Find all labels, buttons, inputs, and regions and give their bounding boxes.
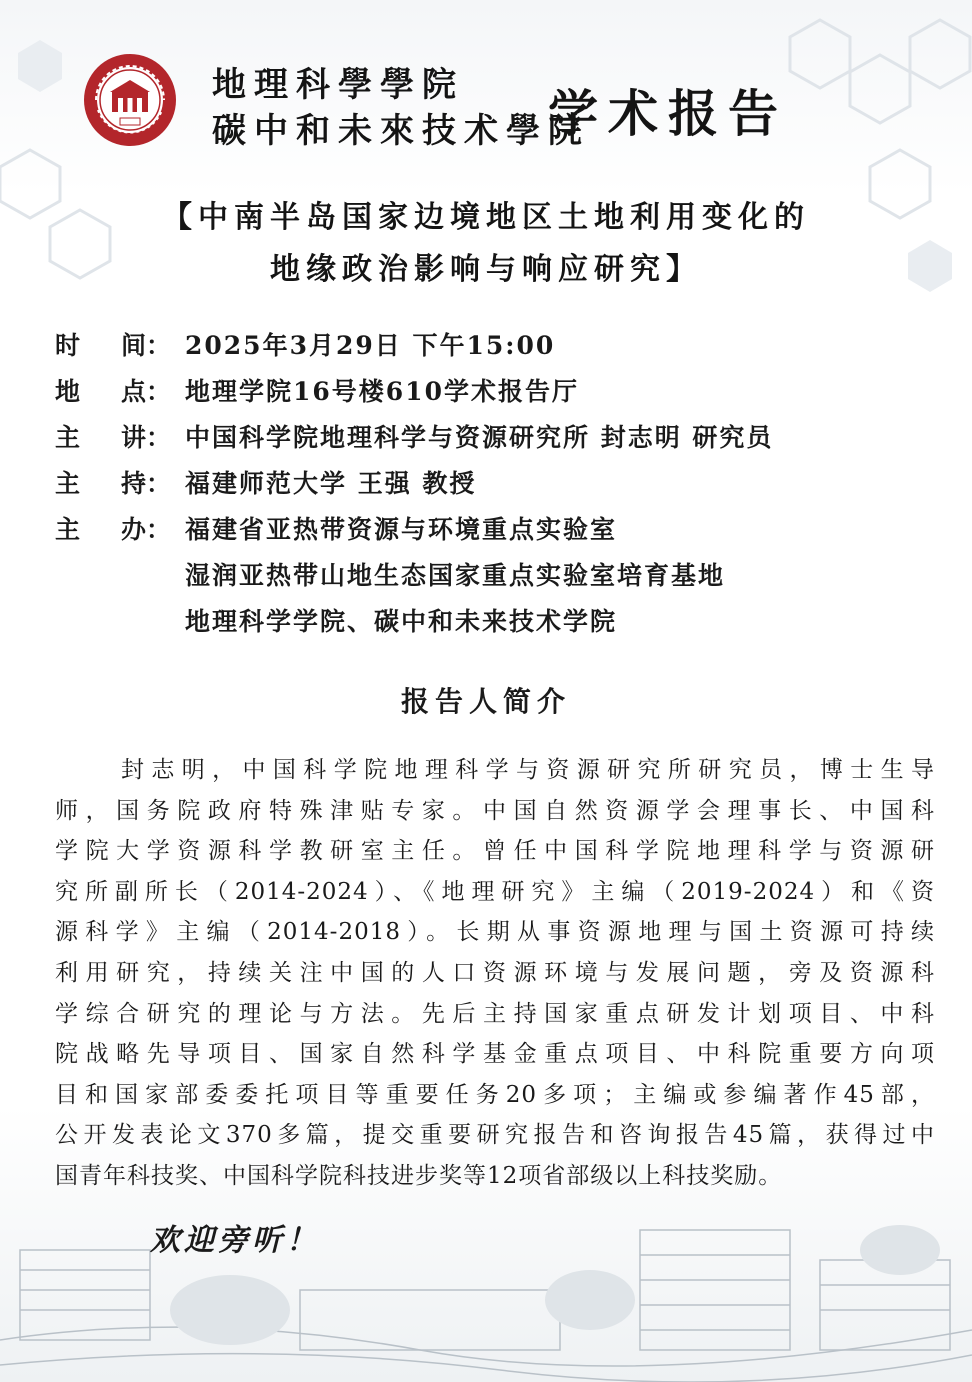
info-row-host <box>55 464 935 510</box>
info-label-host: 主 持： <box>55 469 172 498</box>
info-row-place <box>55 372 935 418</box>
info-label-place: 地 点： <box>55 377 172 406</box>
bio-line: 源科学》主编（2014-2018）。长期从事资源地理与国土资源可持续 <box>55 919 935 946</box>
bio-line: 院战略先导项目、国家自然科学基金重点项目、中科院重要方向项 <box>55 1041 935 1068</box>
info-value-organizer-3: 地理科学学院、碳中和未来技术学院 <box>185 607 618 636</box>
bio-line: 究所副所长（2014-2024）、《地理研究》主编（2019-2024）和《资 <box>55 878 935 905</box>
info-row-organizer-2 <box>55 556 935 602</box>
report-title-line1: 【中南半岛国家边境地区土地利用变化的 <box>162 200 810 235</box>
school-names <box>212 62 590 154</box>
info-value-speaker: 中国科学院地理科学与资源研究所 封志明 研究员 <box>185 423 774 452</box>
campus-sketch-illustration <box>0 1190 972 1382</box>
info-value-host: 福建师范大学 王强 教授 <box>185 469 477 498</box>
info-value-place: 地理学院16号楼610学术报告厅 <box>185 377 579 406</box>
school-name-line1: 地理科學學院 <box>212 65 464 105</box>
info-row-organizer <box>55 510 935 556</box>
bio-line: 利用研究，持续关注中国的人口资源环境与发展问题，旁及资源科 <box>55 959 935 986</box>
speaker-bio <box>55 750 935 1197</box>
bio-heading: 报告人简介 <box>400 685 571 718</box>
info-label-time: 时 间： <box>55 331 172 360</box>
info-row-speaker <box>55 418 935 464</box>
bio-line: 学院大学资源科学教研室主任。曾任中国科学院地理科学与资源研 <box>55 838 935 865</box>
info-value-organizer-1: 福建省亚热带资源与环境重点实验室 <box>185 515 618 544</box>
school-name-line2: 碳中和未來技术學院 <box>212 111 590 151</box>
bio-line: 学综合研究的理论与方法。先后主持国家重点研发计划项目、中科 <box>55 1000 935 1027</box>
info-row-time <box>55 326 935 372</box>
bio-line: 国青年科技奖、中国科学院科技进步奖等12项省部级以上科技奖励。 <box>55 1162 783 1189</box>
bio-line: 公开发表论文370多篇，提交重要研究报告和咨询报告45篇，获得过中 <box>55 1122 935 1149</box>
info-row-organizer-3 <box>55 602 935 648</box>
university-seal-logo <box>82 52 178 148</box>
info-value-organizer-2: 湿润亚热带山地生态国家重点实验室培育基地 <box>185 561 726 590</box>
welcome-text: 欢迎旁听！ <box>150 1223 320 1258</box>
bio-line: 目和国家部委委托项目等重要任务20多项；主编或参编著作45部， <box>55 1081 935 1108</box>
info-value-time: 2025年3月29日 下午15:00 <box>185 331 556 360</box>
event-info <box>55 326 935 648</box>
bio-line: 封志明，中国科学院地理科学与资源研究所研究员，博士生导 <box>121 757 935 783</box>
info-label-speaker: 主 讲： <box>55 423 172 452</box>
info-label-organizer: 主 办： <box>55 515 172 544</box>
report-title-line2: 地缘政治影响与响应研究】 <box>270 252 702 287</box>
bio-line: 师，国务院政府特殊津贴专家。中国自然资源学会理事长、中国科 <box>55 797 935 824</box>
academic-report-title: 学术报告 <box>548 84 788 143</box>
